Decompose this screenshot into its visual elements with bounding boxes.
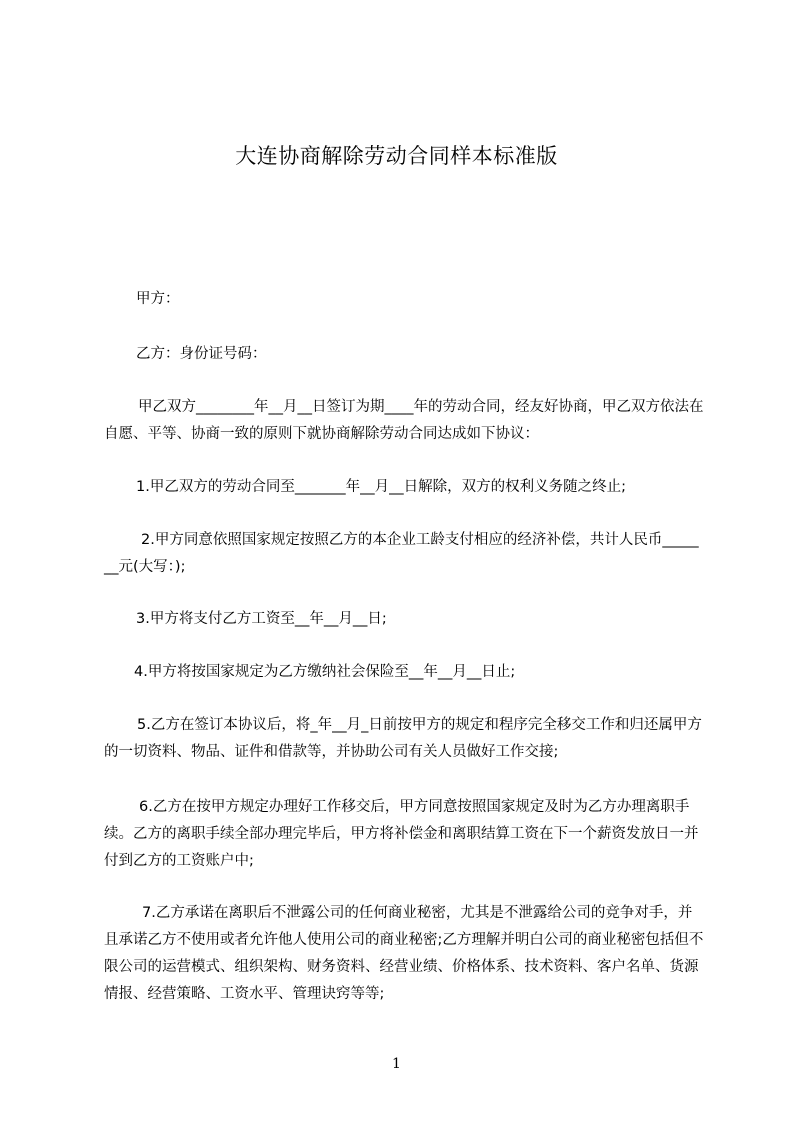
clause-7: 7.乙方承诺在离职后不泄露公司的任何商业秘密，尤其是不泄露给公司的竞争对手，并且承诺乙方不使用或者允许他人使用公司的商业秘密;乙方理解并明白公司的商业秘密包括但不限公司的运营模式、组织架构、财务资料、经营业绩、价格体系、技术资料、客户名单、货源情报、经营策略、工资水平、管理诀窍等等; [104,905,704,1002]
party-b-line: 乙方：身份证号码： [136,346,267,362]
clause-5: 5.乙方在签订本协议后，将_年__月_日前按甲方的规定和程序完全移交工作和归还属甲方的一切资料、物品、证件和借款等，并协助公司有关人员做好工作交接; [104,717,702,760]
clause-2: 2.甲方同意依照国家规定按照乙方的本企业工龄支付相应的经济补偿，共计人民币_______元(大写：); [104,532,699,575]
document-title: 大连协商解除劳动合同样本标准版 [235,144,558,168]
clause-3: 3.甲方将支付乙方工资至__年__月__日; [136,611,387,627]
clause-4: 4.甲方将按国家规定为乙方缴纳社会保险至__年__月__日止; [134,664,516,680]
clause-1: 1.甲乙双方的劳动合同至_______年__月__日解除，双方的权利义务随之终止; [136,479,626,495]
clause-6: 6.乙方在按甲方规定办理好工作移交后，甲方同意按照国家规定及时为乙方办理离职手续。乙方的离职手续全部办理完毕后，甲方将补偿金和离职结算工资在下一个薪资发放日一并付到乙方的工资账户中; [104,799,699,869]
page-number: 1 [392,1056,401,1072]
intro-paragraph: 甲乙双方________年__月__日签订为期____年的劳动合同，经友好协商，甲乙双方依法在自愿、平等、协商一致的原则下就协商解除劳动合同达成如下协议： [104,399,704,442]
party-a-line: 甲方： [136,291,180,307]
